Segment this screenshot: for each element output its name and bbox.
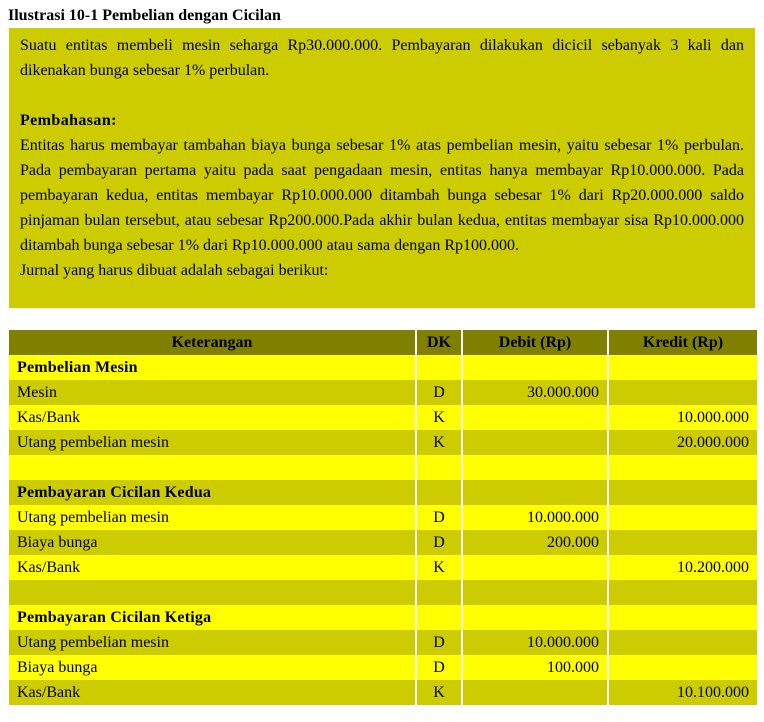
table-row [9, 630, 757, 655]
debit-cell [462, 580, 608, 605]
dk-cell: D [416, 380, 462, 405]
dk-cell [416, 355, 462, 380]
account-cell: Utang pembelian mesin [9, 505, 416, 530]
table-row-empty [9, 455, 757, 480]
kredit-cell [608, 655, 757, 680]
dk-cell [416, 480, 462, 505]
debit-cell [462, 555, 608, 580]
dk-cell: D [416, 655, 462, 680]
kredit-cell [608, 505, 757, 530]
table-row [9, 480, 757, 505]
kredit-cell [608, 480, 757, 505]
account-cell: Biaya bunga [9, 530, 416, 555]
debit-cell: 100.000 [462, 655, 608, 680]
header-debit: Debit (Rp) [462, 330, 608, 355]
dk-cell [416, 580, 462, 605]
table-row [9, 505, 757, 530]
header-kredit: Kredit (Rp) [608, 330, 757, 355]
debit-cell [462, 605, 608, 630]
table-row [9, 355, 757, 380]
kredit-cell: 10.200.000 [608, 555, 757, 580]
kredit-cell: 10.100.000 [608, 680, 757, 705]
table-row [9, 655, 757, 680]
dk-cell: D [416, 530, 462, 555]
kredit-cell [608, 455, 757, 480]
debit-cell [462, 455, 608, 480]
section-title: Pembayaran Cicilan Kedua [9, 480, 416, 505]
header-keterangan: Keterangan [9, 330, 416, 355]
account-cell: Kas/Bank [9, 680, 416, 705]
table-header-row [9, 330, 757, 355]
table-row [9, 380, 757, 405]
account-cell: Kas/Bank [9, 405, 416, 430]
table-row [9, 530, 757, 555]
discussion-paragraph: Entitas harus membayar tambahan biaya bunga sebesar 1% atas pembelian mesin, yaitu sebesar 1% perbulan. Pada pembayaran pertama yaitu pada saat pengadaan mesin, entitas hanya membayar Rp10.000.000. Pada pembayaran kedua, entitas membayar Rp10.000.000 ditambah bunga sebesar 1% dari Rp20.000.000 saldo pinjaman bulan tersebut, atau sebesar Rp200.000.Pada akhir bulan kedua, entitas membayar sisa Rp10.000.000 ditambah bunga sebesar 1% dari Rp10.000.000 atau sama dengan Rp100.000. [20, 137, 744, 254]
kredit-cell [608, 630, 757, 655]
table-row-empty [9, 580, 757, 605]
kredit-cell [608, 355, 757, 380]
kredit-cell: 20.000.000 [608, 430, 757, 455]
debit-cell [462, 480, 608, 505]
dk-cell: D [416, 505, 462, 530]
dk-cell [416, 455, 462, 480]
dk-cell: K [416, 555, 462, 580]
intro-paragraph: Suatu entitas membeli mesin seharga Rp30.000.000. Pembayaran dilakukan dicicil sebanyak 3 kali dan dikenakan bunga sebesar 1% perbulan. [20, 37, 744, 79]
account-cell: Biaya bunga [9, 655, 416, 680]
table-row [9, 605, 757, 630]
debit-cell [462, 405, 608, 430]
debit-cell: 30.000.000 [462, 380, 608, 405]
debit-cell [462, 430, 608, 455]
section-title: Pembelian Mesin [9, 355, 416, 380]
kredit-cell: 10.000.000 [608, 405, 757, 430]
kredit-cell [608, 380, 757, 405]
dk-cell: D [416, 630, 462, 655]
debit-cell [462, 680, 608, 705]
table-row [9, 555, 757, 580]
kredit-cell [608, 580, 757, 605]
debit-cell: 200.000 [462, 530, 608, 555]
debit-cell: 10.000.000 [462, 505, 608, 530]
closing-line: Jurnal yang harus dibuat adalah sebagai berikut: [20, 262, 329, 279]
kredit-cell [608, 605, 757, 630]
journal-table [9, 330, 757, 705]
discussion-heading: Pembahasan: [20, 112, 117, 129]
dk-cell: K [416, 680, 462, 705]
spacer [20, 83, 744, 108]
explanation-box [9, 28, 755, 308]
account-cell: Utang pembelian mesin [9, 630, 416, 655]
header-dk: DK [416, 330, 462, 355]
account-cell: Kas/Bank [9, 555, 416, 580]
table-row [9, 405, 757, 430]
table-row [9, 430, 757, 455]
dk-cell: K [416, 405, 462, 430]
account-cell [9, 455, 416, 480]
section-title: Pembayaran Cicilan Ketiga [9, 605, 416, 630]
dk-cell [416, 605, 462, 630]
account-cell [9, 580, 416, 605]
kredit-cell [608, 530, 757, 555]
debit-cell [462, 355, 608, 380]
dk-cell: K [416, 430, 462, 455]
table-row [9, 680, 757, 705]
account-cell: Utang pembelian mesin [9, 430, 416, 455]
illustration-title: Ilustrasi 10-1 Pembelian dengan Cicilan [8, 7, 281, 24]
debit-cell: 10.000.000 [462, 630, 608, 655]
account-cell: Mesin [9, 380, 416, 405]
